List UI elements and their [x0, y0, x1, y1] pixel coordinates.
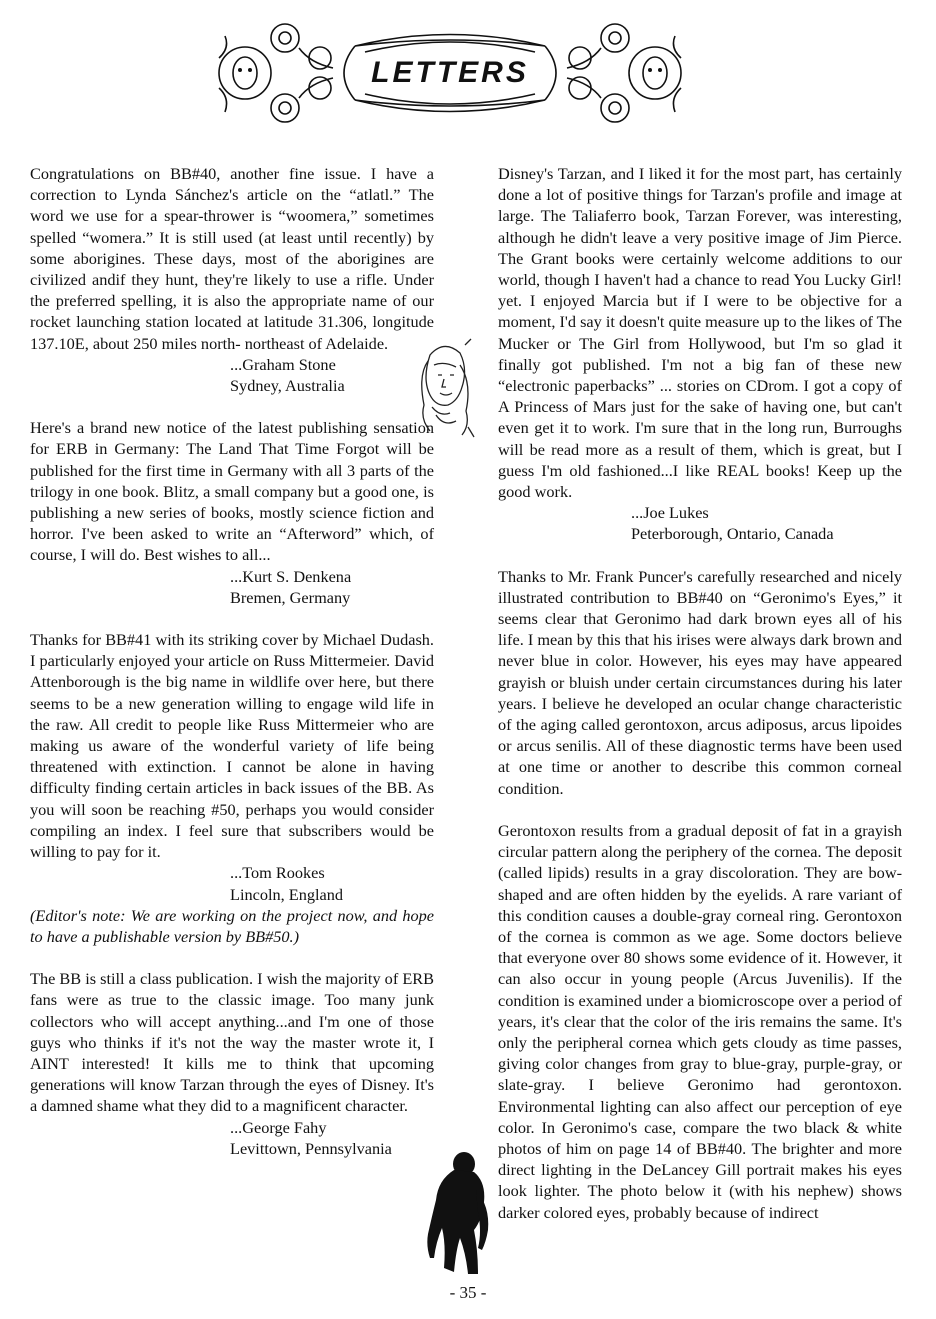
letter-george-fahy	[30, 968, 434, 1159]
letter-paragraph: Gerontoxon results from a gradual deposit of fat in a grayish circular pattern along the periphery of the cornea. The deposit (called lipids) results in a gray discoloration. They are bow-shaped and are often hidden by the eyelids. A rare variant of this condition causes a double-gray corneal ring. Gerontoxon of the cornea is common as we age. Some doctors believe that everyone over 80 shows some evidence of it. However, it can also occur in young people (Arcus Juvenilis). If the condition is examined under a biomicroscope over a period of years, it's clear that the color of the iris remains the same. It's only the peripheral cornea which gets cloudy as time passes, giving color changes from gray to blue-gray, purple-gray, or slate-gray. I believe Geronimo had gerontoxon. Environmental lighting can also affect our perception of eye color. In Geronimo's case, compare the two black & white photos of him on page 14 of BB#40. The brighter and more direct lighting in the DeLancey Gill portrait makes his eyes look lighter. The photo below it (with his nephew) shows darker colored eyes, probably because of indirect	[498, 820, 902, 1222]
right-column	[498, 163, 902, 1244]
signature-name: ...George Fahy	[230, 1117, 327, 1137]
signature-name: ...Graham Stone	[230, 354, 336, 374]
left-column	[30, 163, 434, 1180]
signature-place: Bremen, Germany	[230, 587, 351, 607]
letter-kurt-denkena	[30, 417, 434, 608]
signature-name: ...Kurt S. Denkena	[230, 566, 352, 586]
letter-body: Thanks for BB#41 with its striking cover by Michael Dudash. I particularly enjoyed your article on Russ Mittermeier. David Attenborough is the big name in wildlife over here, but there seems to be a new generation willing to engage wild life in the raw. All credit to people like Russ Mittermeier who are making us aware of the wonderful variety of life being threatened with extinction. I cannot be alone in having difficulty finding certain articles in back issues of the BB. As you will soon be reaching #50, perhaps you would consider compiling an index. I feel sure that subscribers would be willing to pay for it.	[30, 630, 434, 862]
signature-name: ...Joe Lukes	[631, 503, 709, 523]
letters-banner	[215, 18, 685, 126]
page-number: - 35 -	[449, 1283, 487, 1302]
signature-place: Peterborough, Ontario, Canada	[631, 524, 834, 544]
letter-body: The BB is still a class publication. I wish the majority of ERB fans were as true to the classic image. Too many junk collectors who will accept anything...and I'm one of those guys who thinks if it's not the way the master wrote it, I AINT interested! It kills me to think that upcoming generations will know Tarzan through the eyes of Disney. It's a damned shame what they did to a magnificent character.	[30, 969, 434, 1116]
letter-body: Disney's Tarzan, and I liked it for the most part, has certainly done a lot of positive things for Tarzan's profile and image at large. The Taliaferro book, Tarzan Forever, was interesting, although he didn't leave a very positive image of Jim Pierce. The Grant books were certainly welcome additions to our world, though I haven't had a chance to read You Lucky Girl! yet. I enjoyed Marcia but if I were to be objective for a moment, I'd say it doesn't quite measure up to the likes of The Mucker or The Girl from Hollywood, but I'm so glad it finally got published. I'm not a big fan of these new “electronic paperbacks” ... stories on CDrom. I got a copy of A Princess of Mars just for the sake of having one, but can't even get it to work. I'm sure that in the long run, Burroughs will be read more as a result of them, which is great, but I guess I'm old fashioned...I like REAL books! Keep up the good work.	[498, 164, 902, 502]
signature-place: Levittown, Pennsylvania	[230, 1138, 392, 1158]
letter-body: Here's a brand new notice of the latest publishing sensation for ERB in Germany: The Land That Time Forgot will be published for the first time in Germany with all 3 parts of the trilogy in one book. Blitz, a small company but a good one, is publishing a new series of books, mostly science fiction and horror. I've been asked to write an “Afterword” which, of course, I will do. Best wishes to all...	[30, 418, 434, 565]
letter-graham-stone	[30, 163, 434, 396]
ape-silhouette-icon	[420, 1150, 495, 1278]
signature-place: Lincoln, England	[230, 884, 344, 904]
letter-tom-rookes	[30, 629, 434, 947]
letter-joe-lukes	[498, 163, 902, 545]
signature-place: Sydney, Australia	[230, 376, 345, 396]
letter-body: Congratulations on BB#40, another fine issue. I have a correction to Lynda Sánchez's article on the “atlatl.” The word we use for a spear-thrower is “woomera,” sometimes spelled “womera.” It is still used (at least until recently) by some aborigines. These days, most of the aborigines are civilized andif they hunt, they're likely to use a rifle. Under the preferred spelling, it is also the appropriate name of our rocket launching station located at latitude 31.306, longitude 137.10E, about 250 miles north- northeast of Adelaide.	[30, 164, 434, 353]
letter-geronimo-eyes	[498, 566, 902, 1223]
portrait-sketch-icon	[410, 335, 478, 445]
letter-paragraph: Thanks to Mr. Frank Puncer's carefully researched and nicely illustrated contribution to BB#40 on “Geronimo's Eyes,” it seems clear that Geronimo had dark brown eyes all of his life. I mean by this that his irises were always dark brown and never blue in color. However, his eyes may have appeared grayish or bluish under certain circumstances during his later years. I believe he developed an ocular change characteristic of the aging called gerontoxon, arcus adiposus, arcus lipoides or arcus senilis. All of these diagnostic terms have been used at one time or another to describe this common corneal condition.	[498, 566, 902, 798]
signature-name: ...Tom Rookes	[230, 863, 325, 883]
editors-note: (Editor's note: We are working on the project now, and hope to have a publishable version by BB#50.)	[30, 905, 434, 946]
page-title: LETTERS	[371, 56, 529, 89]
